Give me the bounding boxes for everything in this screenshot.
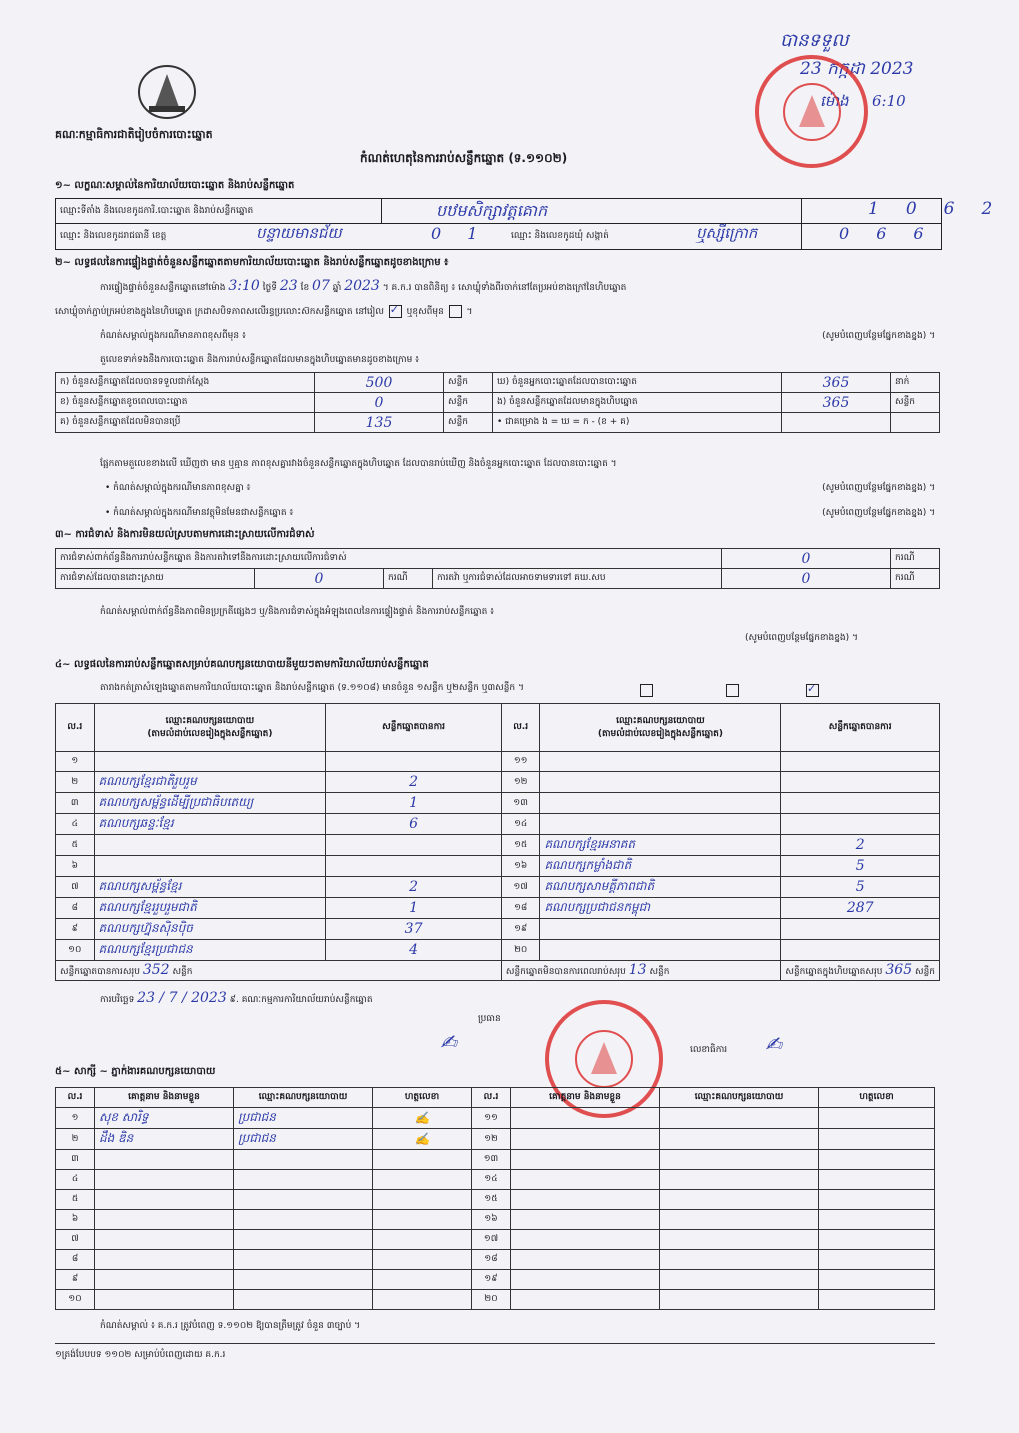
party-votes: 1 xyxy=(326,793,502,814)
party-name: គណបក្សឆន្ទៈខ្មែរ xyxy=(94,814,326,835)
witness-name xyxy=(95,1210,234,1230)
party-votes xyxy=(326,752,502,772)
party-name xyxy=(94,752,326,772)
witness-signature xyxy=(373,1250,472,1270)
receipt-time-label: ម៉ោង xyxy=(820,92,849,110)
complaints-table: ការជំទាស់ពាក់ព័ន្ធនឹងការរាប់សន្លឹកឆ្នោត និងការតវ៉ាទៅនឹងការដោះស្រាយលើការជំទាស់ 0 ករណី ការជំទាស់ដែលបានដោះស្រាយ 0 ករណី ការតវ៉ា ឬការជំទាស់ដែលអាចទាមទារទៅ គឃ.សប 0 ករណី xyxy=(55,548,940,589)
party-name: គណបក្សសម្ព័ន្ធដើម្បីប្រជាធិបតេយ្យ xyxy=(94,793,326,814)
figures-table xyxy=(55,372,940,433)
site-value: បឋមសិក្សាវត្តគោក xyxy=(436,201,548,220)
party-row: ២ គណបក្សខ្មែរជាតិរួបរួម 2 ១២ xyxy=(56,772,940,793)
section5-title: ៥~ សាក្សី ~ ភ្នាក់ងារគណបក្សនយោបាយ xyxy=(55,1066,216,1077)
complaints-value: 0 xyxy=(722,549,891,569)
party-votes: 2 xyxy=(326,877,502,898)
party-votes xyxy=(781,814,940,835)
witness-row: ៧ ១៧ xyxy=(56,1230,935,1250)
witness-signature xyxy=(373,1230,472,1250)
party-row: ១ ១១ xyxy=(56,752,940,772)
party-row: ៦ ១៦ គណបក្សកម្លាំងជាតិ 5 xyxy=(56,856,940,877)
party-votes: 5 xyxy=(781,877,940,898)
witness-name xyxy=(95,1250,234,1270)
witness-signature: ✍ xyxy=(373,1108,472,1129)
witness-name: ដឹង ឌិន xyxy=(95,1129,234,1150)
section4-title: ៤~ លទ្ធផលនៃការរាប់សន្លឹកឆ្នោតសម្រាប់គណបក្សនយោបាយនីមួយៗតាមការិយាល័យរាប់សន្លឹកឆ្នោត xyxy=(55,659,429,670)
party-name xyxy=(540,772,781,793)
witness-signature xyxy=(373,1190,472,1210)
party-row: ៣ គណបក្សសម្ព័ន្ធដើម្បីប្រជាធិបតេយ្យ 1 ១៣ xyxy=(56,793,940,814)
party-votes: 6 xyxy=(326,814,502,835)
figure-row: ខ) ចំនួនសន្លឹកឆ្នោតខូចពេលបោះឆ្នោត 0 សន្លឹក ង) ចំនួនសន្លឹកឆ្នោតដែលមានក្នុងហិបឆ្នោត 365 សន្លឹក xyxy=(56,393,940,413)
site-label: ឈ្មោះទីតាំង និងលេខកូដការិ.បោះឆ្នោត និងរាប់សន្លឹកឆ្នោត xyxy=(60,206,254,216)
party-name: គណបក្សខ្មែរប្រជាជន xyxy=(94,940,326,961)
party-name xyxy=(94,835,326,856)
party-votes: 4 xyxy=(326,940,502,961)
witness-name xyxy=(95,1290,234,1310)
match-line: ផ្អែកតាមតួលេខខាងលើ ឃើញថា មាន ឬគ្មាន ភាពខុសគ្នារវាងចំនួនសន្លឹកឆ្នោតក្នុងហិបឆ្នោត ដែលបានរាប់ឃើញ និងចំនួនអ្នកបោះឆ្នោត ដែលបានបោះឆ្នោត ។ xyxy=(100,459,617,469)
total-box: សន្លឹកឆ្នោតក្នុងហិបឆ្នោតសរុប 365 សន្លឹក xyxy=(781,961,940,981)
form-title: កំណត់ហេតុនៃការរាប់សន្លឹកឆ្នោត (ទ.១១០២) xyxy=(360,151,568,165)
party-row: ៧ គណបក្សសម្ព័ន្ធខ្មែរ 2 ១៧ គណបក្សសាមគ្គីភាពជាតិ 5 xyxy=(56,877,940,898)
witness-party xyxy=(234,1170,373,1190)
witness-signature xyxy=(373,1170,472,1190)
total-invalid: សន្លឹកឆ្នោតមិនបានការពេលរាប់សរុប 13 សន្លឹក xyxy=(501,961,781,981)
party-votes: 287 xyxy=(781,898,940,919)
witness-name xyxy=(95,1150,234,1170)
party-name: គណបក្សហ្វ៊ុនស៊ិនប៉ិច xyxy=(94,919,326,940)
section3-note-fill: (សូមបំពេញបន្ថែមផ្នែកខាងខ្នង) ។ xyxy=(745,633,858,643)
party-name: គណបក្សខ្មែររួបរួមជាតិ xyxy=(94,898,326,919)
receipt-time: 6:10 xyxy=(872,92,906,110)
two-sheet-checkbox[interactable] xyxy=(726,684,739,697)
party-votes: 5 xyxy=(781,856,940,877)
witness-row: ១ សុខ សារិទ្ធ ប្រជាជន ✍ ១១ xyxy=(56,1108,935,1129)
witness-party xyxy=(234,1270,373,1290)
witness-party xyxy=(234,1250,373,1270)
bullet2-line: • កំណត់សម្គាល់ក្នុងករណីមានវត្ថុមិនមែនជាសន្លឹកឆ្នោត ៖ (សូមបំពេញបន្ថែមផ្នែកខាងខ្នង) ។ xyxy=(105,508,935,518)
witness-party xyxy=(234,1150,373,1170)
party-votes xyxy=(781,793,940,814)
receipt-label: បានទទួល xyxy=(780,30,849,51)
same-checkbox[interactable] xyxy=(389,305,402,318)
chair-signature: ✍︎ xyxy=(440,1030,457,1054)
resolved-value: 0 xyxy=(255,569,384,589)
different-checkbox[interactable] xyxy=(449,305,462,318)
party-name xyxy=(540,793,781,814)
emblem-icon xyxy=(135,62,200,122)
party-name xyxy=(94,856,326,877)
section3-title: ៣~ ការជំទាស់ និងការមិនយល់ស្របតាមការដោះស្រាយលើការជំទាស់ xyxy=(55,529,315,540)
party-votes: 2 xyxy=(781,835,940,856)
party-name: គណបក្សសម្ព័ន្ធខ្មែរ xyxy=(94,877,326,898)
seal-line: សោឃ្លុំចាក់ភ្ជាប់ក្រអប់ខាងក្នុងនៃហិបឆ្នោត ក្រដាសបិទភាពសលើរន្ធប្រលោះស៊កសន្លឹកឆ្នោត នៅរៀល ✓ ឬខុសពីមុន ។ xyxy=(55,305,472,319)
party-votes: 2 xyxy=(326,772,502,793)
party-name: គណបក្សប្រជាជនកម្ពុជា xyxy=(540,898,781,919)
three-sheet-checkbox[interactable] xyxy=(806,684,819,697)
verify-line: ការផ្ទៀងផ្ទាត់ចំនួនសន្លឹកឆ្នោតនៅម៉ោង 3:10 ថ្ងៃទី 23 ខែ 07 ឆ្នាំ 2023 ។ គ.ក.រ បានពិនិត្យ ៖ សោឃ្លុំទាំងពីរចាក់នៅតែប្រអប់ខាងក្រៅនៃហិបឆ្នោត xyxy=(100,278,627,294)
secretary-signature: ✍︎ xyxy=(765,1032,782,1056)
site-code: 1062 xyxy=(868,199,1019,219)
complaints-label: ការជំទាស់ពាក់ព័ន្ធនឹងការរាប់សន្លឹកឆ្នោត និងការតវ៉ាទៅនឹងការដោះស្រាយលើការជំទាស់ xyxy=(56,549,722,569)
witness-signature xyxy=(373,1150,472,1170)
witness-row: ៦ ១៦ xyxy=(56,1210,935,1230)
witness-row: ៥ ១៥ xyxy=(56,1190,935,1210)
witness-party: ប្រជាជន xyxy=(234,1108,373,1129)
section3-note: កំណត់សម្គាល់ពាក់ព័ន្ធនឹងភាពមិនប្រក្រតីផ្សេងៗ ឬ/និងការជំទាស់ក្នុងអំឡុងពេលនៃការផ្ទៀងផ្ទាត់ និងការរាប់សន្លឹកឆ្នោត ៖ xyxy=(100,607,495,617)
official-stamp-top xyxy=(755,55,868,168)
witness-row: ៨ ១៨ xyxy=(56,1250,935,1270)
party-votes: 37 xyxy=(326,919,502,940)
note1-line: កំណត់សម្គាល់ក្នុងករណីមានភាពខុសពីមុន ៖ (សូមបំពេញបន្ថែមផ្នែកខាងខ្នង) ។ xyxy=(100,331,935,341)
commune-code: 066 xyxy=(839,224,951,243)
total-valid: សន្លឹកឆ្នោតបានការសរុប 352 សន្លឹក xyxy=(56,961,502,981)
figures-intro: តួលេខទាក់ទងនឹងការបោះឆ្នោត និងការរាប់សន្លឹកឆ្នោតដែលមានក្នុងហិបឆ្នោតមានដូចខាងក្រោម ៖ xyxy=(100,355,420,365)
party-votes xyxy=(781,752,940,772)
party-votes xyxy=(326,856,502,877)
witness-party xyxy=(234,1230,373,1250)
party-name xyxy=(540,919,781,940)
witness-name xyxy=(95,1170,234,1190)
section4-intro: តារាងកត់ត្រាសំឡេងឆ្នោតតាមការិយាល័យបោះឆ្នោត និងរាប់សន្លឹកឆ្នោត (ទ.១១០៨) មានចំនួន ១សន្លឹក ឬ២សន្លឹក ឬ៣សន្លឹក ។ xyxy=(100,683,524,693)
witness-name xyxy=(95,1230,234,1250)
witness-row: ១០ ២០ xyxy=(56,1290,935,1310)
party-name: គណបក្សខ្មែរជាតិរួបរួម xyxy=(94,772,326,793)
witness-signature xyxy=(373,1210,472,1230)
party-votes xyxy=(781,772,940,793)
footer-divider xyxy=(55,1343,935,1344)
party-row: ៩ គណបក្សហ្វ៊ុនស៊ិនប៉ិច 37 ១៩ xyxy=(56,919,940,940)
witness-table: ល.រ គោត្តនាម និងនាមខ្លួន ឈ្មោះគណបក្សនយោបាយ ហត្ថលេខា ល.រ គោត្តនាម និងនាមខ្លួន ឈ្មោះគណបក្សនយោបាយ ហត្ថលេខា ១ សុខ សារិទ្ធ ប្រជាជន ✍ ១១ ២ ដឹង ឌិន ប្រជាជន ✍ ១២ ៣ ១៣ ៤ ១៤ ៥ ១៥ ៦ ១៦ ៧ ១៧ ៨ ១៨ ៩ ១៩ ១០ ២០ xyxy=(55,1087,935,1310)
party-name xyxy=(540,752,781,772)
witness-name xyxy=(95,1190,234,1210)
party-votes: 1 xyxy=(326,898,502,919)
party-name: គណបក្សកម្លាំងជាតិ xyxy=(540,856,781,877)
party-row: ៥ ១៥ គណបក្សខ្មែរអនាគត 2 xyxy=(56,835,940,856)
province-code: 01 xyxy=(431,224,504,243)
chair-label: ប្រធាន xyxy=(478,1014,501,1024)
province-label: ឈ្មោះ និងលេខកូដរាជធានី ខេត្ត xyxy=(60,231,167,241)
party-name: គណបក្សខ្មែរអនាគត xyxy=(540,835,781,856)
witness-name: សុខ សារិទ្ធ xyxy=(95,1108,234,1129)
section2-title: ២~ លទ្ធផលនៃការផ្ទៀងផ្ទាត់ចំនួនសន្លឹកឆ្នោតតាមការិយាល័យបោះឆ្នោត និងរាប់សន្លឹកឆ្នោតដូចខាងក្រោម ៖ xyxy=(55,257,449,268)
witness-party: ប្រជាជន xyxy=(234,1129,373,1150)
party-name xyxy=(540,814,781,835)
witness-signature xyxy=(373,1290,472,1310)
witness-row: ២ ដឹង ឌិន ប្រជាជន ✍ ១២ xyxy=(56,1129,935,1150)
party-name: គណបក្សសាមគ្គីភាពជាតិ xyxy=(540,877,781,898)
figure-row: គ) ចំនួនសន្លឹកឆ្នោតដែលមិនបានប្រើ 135 សន្លឹក • ជាគម្រោង ង = ឃ = ក - (ខ + គ) xyxy=(56,413,940,433)
figure-row: ក) ចំនួនសន្លឹកឆ្នោតដែលបានទទួលជាក់ស្ដែង 500 សន្លឹក ឃ) ចំនួនអ្នកបោះឆ្នោតដែលបានបោះឆ្នោត 365 នាក់ xyxy=(56,373,940,393)
witness-row: ៩ ១៩ xyxy=(56,1270,935,1290)
party-votes xyxy=(781,919,940,940)
witness-party xyxy=(234,1210,373,1230)
party-name xyxy=(540,940,781,961)
witness-row: ៣ ១៣ xyxy=(56,1150,935,1170)
party-row: ៤ គណបក្សឆន្ទៈខ្មែរ 6 ១៤ xyxy=(56,814,940,835)
witness-party xyxy=(234,1190,373,1210)
commune-value: ឬស្សីក្រោក xyxy=(696,224,758,242)
made-on-line: ការបរិច្ឆេទ 23 / 7 / 2023 ៩. គណៈកម្មការការិយាល័យរាប់សន្លឹកឆ្នោត xyxy=(100,990,373,1006)
province-value: បន្ទាយមានជ័យ xyxy=(256,224,342,242)
witness-name xyxy=(95,1270,234,1290)
footer-text: ១ត្រង់បែបបទ ១១០២ សម្រាប់បំពេញដោយ គ.ក.រ xyxy=(55,1350,226,1360)
section1-box xyxy=(55,198,1019,250)
witness-party xyxy=(234,1290,373,1310)
receipt-date: 23 កក្កដា 2023 xyxy=(800,59,914,79)
one-sheet-checkbox[interactable] xyxy=(640,684,653,697)
witness-signature xyxy=(373,1270,472,1290)
org-name: គណៈកម្មាធិការជាតិរៀបចំការបោះឆ្នោត xyxy=(55,128,213,141)
party-row: ១០ គណបក្សខ្មែរប្រជាជន 4 ២០ xyxy=(56,940,940,961)
secretary-label: លេខាធិការ xyxy=(690,1045,728,1055)
witness-signature: ✍ xyxy=(373,1129,472,1150)
witness-row: ៤ ១៤ xyxy=(56,1170,935,1190)
party-results-table: ល.រ ឈ្មោះគណបក្សនយោបាយ (តាមលំដាប់លេខរៀងក្នុងសន្លឹកឆ្នោត) សន្លឹកឆ្នោតបានការ ល.រ ឈ្មោះគណបក្សនយោបាយ (តាមលំដាប់លេខរៀងក្នុងសន្លឹកឆ្នោត) សន្លឹកឆ្នោតបានការ ១ ១១ ២ គណបក្សខ្មែរជាតិរួបរួម 2 ១២ ៣ គណបក្សសម្ព័ន្ធដើម្បីប្រជាធិបតេយ្យ 1 ១៣ ៤ គណបក្សឆន្ទៈខ្មែរ 6 ១៤ ៥ ១៥ គណបក្សខ្មែរអនាគត 2 ៦ ១៦ គណបក្សកម្លាំងជាតិ 5 ៧ គណបក្សសម្ព័ន្ធខ្មែរ 2 ១៧ គណបក្សសាមគ្គីភាពជាតិ 5 ៨ គណបក្សខ្មែររួបរួមជាតិ 1 ១៨ គណបក្សប្រជាជនកម្ពុជា 287 ៩ គណបក្សហ្វ៊ុនស៊ិនប៉ិច 37 ១៩ ១០ គណបក្សខ្មែរប្រជាជន 4 ២០ សន្លឹកឆ្នោតបានការសរុប 352 សន្លឹក សន្លឹកឆ្នោតមិនបានការពេលរាប់សរុប 13 សន្លឹក សន្លឹកឆ្នោតក្នុងហិបឆ្នោតសរុប 365 សន្លឹក xyxy=(55,703,940,981)
bullet1-line: • កំណត់សម្គាល់ក្នុងករណីមានភាពខុសគ្នា ៖ (សូមបំពេញបន្ថែមផ្នែកខាងខ្នង) ។ xyxy=(105,483,935,493)
section1-title: ១~ លក្ខណៈសម្គាល់នៃការិយាល័យបោះឆ្នោត និងរាប់សន្លឹកឆ្នោត xyxy=(55,180,295,191)
commune-label: ឈ្មោះ និងលេខកូដឃុំ សង្កាត់ xyxy=(511,231,609,241)
footnote: កំណត់សម្គាល់ ៖ គ.ក.រ ត្រូវបំពេញ ទ.១១០២ ឱ្យបានត្រឹមត្រូវ ចំនួន ៣ច្បាប់ ។ xyxy=(100,1321,361,1331)
appeal-value: 0 xyxy=(722,569,891,589)
party-votes xyxy=(326,835,502,856)
party-row: ៨ គណបក្សខ្មែររួបរួមជាតិ 1 ១៨ គណបក្សប្រជាជនកម្ពុជា 287 xyxy=(56,898,940,919)
party-votes xyxy=(781,940,940,961)
